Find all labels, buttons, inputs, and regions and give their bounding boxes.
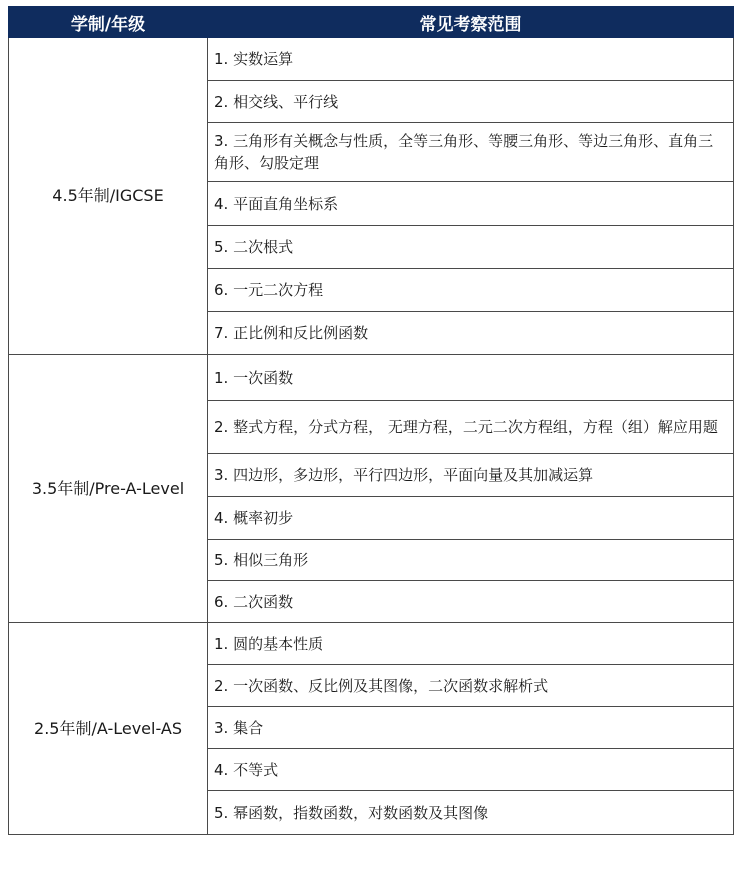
topic-cell: 2. 一次函数、反比例及其图像，二次函数求解析式 (208, 665, 734, 707)
topic-cell: 1. 圆的基本性质 (208, 623, 734, 665)
topic-cell: 5. 二次根式 (208, 226, 734, 269)
topic-cell: 1. 实数运算 (208, 38, 734, 81)
grade-cell: 3.5年制/Pre-A-Level (9, 355, 208, 623)
topic-cell: 2. 整式方程，分式方程， 无理方程，二元二次方程组，方程（组）解应用题 (208, 401, 734, 454)
grade-cell: 2.5年制/A-Level-AS (9, 623, 208, 835)
topic-cell: 4. 平面直角坐标系 (208, 182, 734, 226)
topic-cell: 4. 概率初步 (208, 497, 734, 540)
table-row (9, 623, 734, 665)
topic-cell: 4. 不等式 (208, 749, 734, 791)
topic-cell: 6. 二次函数 (208, 581, 734, 623)
topic-cell: 6. 一元二次方程 (208, 269, 734, 312)
table-row (9, 355, 734, 401)
topic-cell: 7. 正比例和反比例函数 (208, 312, 734, 355)
topic-cell: 2. 相交线、平行线 (208, 81, 734, 123)
topic-cell: 1. 一次函数 (208, 355, 734, 401)
topic-cell: 5. 相似三角形 (208, 540, 734, 581)
table-row (9, 38, 734, 81)
topic-cell: 3. 集合 (208, 707, 734, 749)
topic-cell: 5. 幂函数，指数函数，对数函数及其图像 (208, 791, 734, 835)
grade-cell: 4.5年制/IGCSE (9, 38, 208, 355)
header-row (9, 7, 734, 38)
curriculum-table (8, 6, 734, 835)
header-scope: 常见考察范围 (208, 7, 734, 38)
topic-cell: 3. 三角形有关概念与性质，全等三角形、等腰三角形、等边三角形、直角三角形、勾股定理 (208, 123, 734, 182)
topic-cell: 3. 四边形，多边形，平行四边形，平面向量及其加减运算 (208, 454, 734, 497)
header-grade: 学制/年级 (9, 7, 208, 38)
